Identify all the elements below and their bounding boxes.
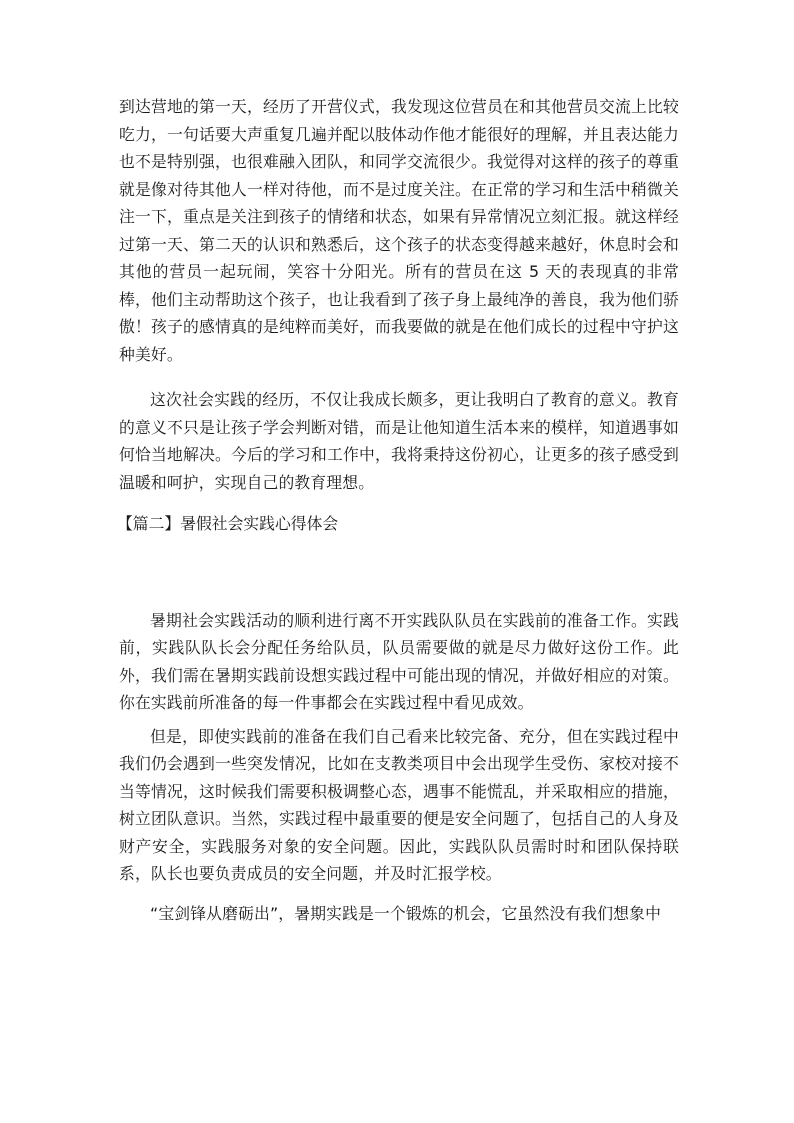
paragraph-quote: “宝剑锋从磨砺出”，暑期实践是一个锻炼的机会，它虽然没有我们想象中: [150, 903, 662, 923]
paragraph-emergencies: 但是，即使实践前的准备在我们自己看来比较完备、充分，但在实践过程中我们仍会遇到一些突发情况，比如在支教类项目中会出现学生受伤、家校对接不当等情况，这时候我们需要积极调整心态，遇事不能慌乱，并采取相应的措施，树立团队意识。当然，实践过程中最重要的便是安全问题了，包括自己的人身及财产安全，实践服务对象的安全问题。因此，实践队队员需时时和团队保持联系，队长也要负责成员的安全问题，并及时汇报学校。: [119, 726, 679, 883]
paragraph-preparation: 暑期社会实践活动的顺利进行离不开实践队队员在实践前的准备工作。实践前，实践队队长会分配任务给队员，队员需要做的就是尽力做好这份工作。此外，我们需在暑期实践前设想实践过程中可能出现的情况，并做好相应的对策。你在实践前所准备的每一件事都会在实践过程中看见成效。: [119, 610, 679, 712]
paragraph-camp-first-day: 到达营地的第一天，经历了开营仪式，我发现这位营员在和其他营员交流上比较吃力，一句话要大声重复几遍并配以肢体动作他才能很好的理解，并且表达能力也不是特别强，也很难融入团队，和同学交流很少。我觉得对这样的孩子的尊重就是像对待其他人一样对待他，而不是过度关注。在正常的学习和生活中稍微关注一下，重点是关注到孩子的情绪和状态，如果有异常情况立刻汇报。就这样经过第一天、第二天的认识和熟悉后，这个孩子的状态变得越来越好，休息时会和其他的营员一起玩闹，笑容十分阳光。所有的营员在这 5 天的表现真的非常棒，他们主动帮助这个孩子，也让我看到了孩子身上最纯净的善良，我为他们骄傲！孩子的感情真的是纯粹而美好，而我要做的就是在他们成长的过程中守护这种美好。: [119, 97, 679, 364]
section-heading: 【篇二】暑假社会实践心得体会: [117, 514, 339, 533]
document-body: [119, 93, 679, 927]
paragraph-education-meaning: 这次社会实践的经历，不仅让我成长颇多，更让我明白了教育的意义。教育的意义不只是让孩子学会判断对错，而是让他知道生活本来的模样，知道遇事如何恰当地解决。今后的学习和工作中，我将秉持这份初心，让更多的孩子感受到温暖和呵护，实现自己的教育理想。: [119, 390, 679, 492]
